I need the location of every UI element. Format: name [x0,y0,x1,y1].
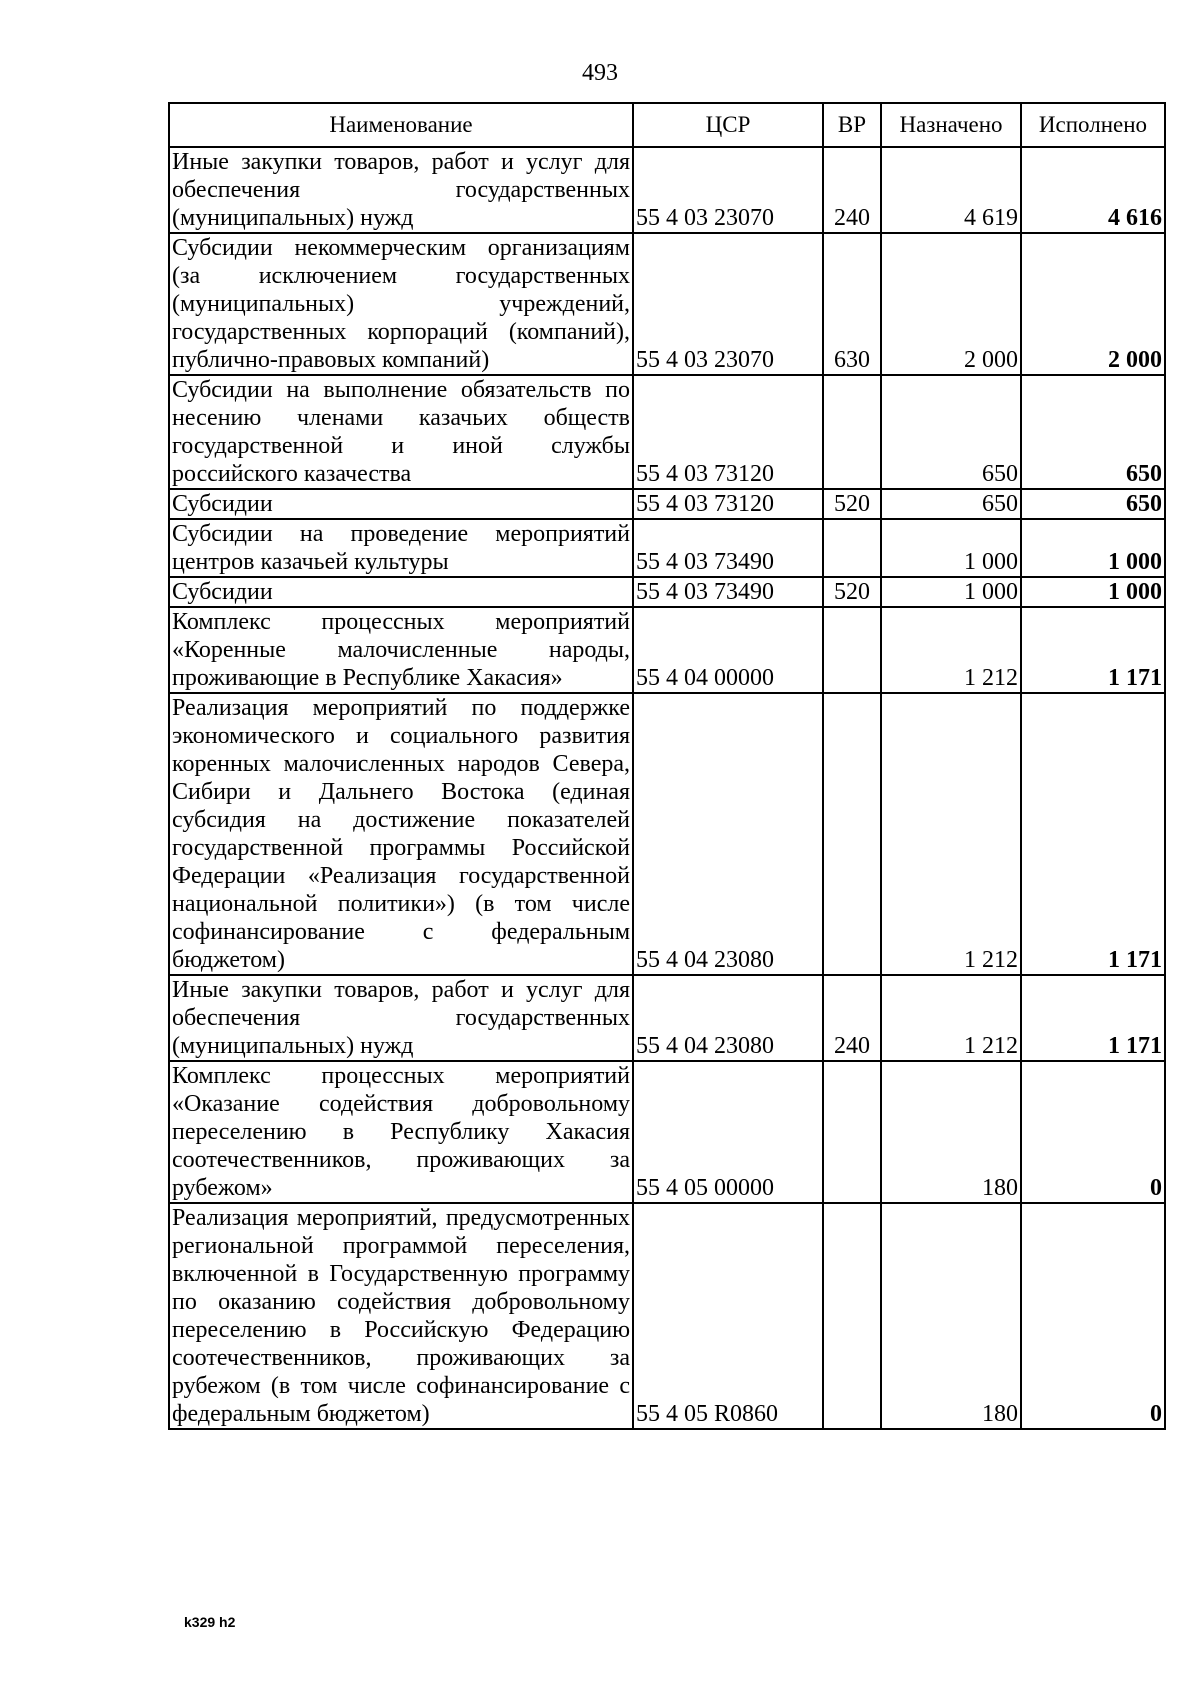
cell-vr [823,375,881,489]
table-body [169,147,1165,1429]
cell-assigned: 180 [881,1061,1021,1203]
cell-name: Субсидии на проведение мероприятий центров казачьей культуры [169,519,633,577]
table-row [169,147,1165,233]
cell-csr: 55 4 03 73490 [633,577,823,607]
cell-assigned: 1 000 [881,519,1021,577]
cell-assigned: 650 [881,375,1021,489]
cell-assigned: 180 [881,1203,1021,1429]
cell-csr: 55 4 05 R0860 [633,1203,823,1429]
page-number: 493 [582,60,618,86]
table-row [169,1061,1165,1203]
cell-assigned: 4 619 [881,147,1021,233]
table-row [169,975,1165,1061]
cell-vr: 240 [823,147,881,233]
cell-executed: 1 000 [1021,577,1165,607]
cell-name: Комплекс процессных мероприятий «Коренные малочисленные народы, проживающие в Республике Хакасия» [169,607,633,693]
cell-csr: 55 4 03 73120 [633,489,823,519]
table-row [169,375,1165,489]
cell-vr [823,693,881,975]
cell-name: Реализация мероприятий, предусмотренных региональной программой переселения, включенной в Государственную программу по оказанию содействия добровольному переселению в Российскую Федерацию соотечественников, проживающих за рубежом (в том числе софинансирование с федеральным бюджетом) [169,1203,633,1429]
cell-executed: 650 [1021,489,1165,519]
cell-vr: 520 [823,489,881,519]
cell-name: Иные закупки товаров, работ и услуг для обеспечения государственных (муниципальных) нужд [169,975,633,1061]
header-row [169,103,1165,147]
cell-vr: 240 [823,975,881,1061]
cell-vr [823,607,881,693]
cell-name: Комплекс процессных мероприятий «Оказание содействия добровольному переселению в Республику Хакасия соотечественников, проживающих за рубежом» [169,1061,633,1203]
cell-vr [823,1061,881,1203]
cell-assigned: 1 212 [881,607,1021,693]
header-name: Наименование [169,103,633,147]
table-row [169,233,1165,375]
cell-vr [823,519,881,577]
cell-name: Субсидии некоммерческим организациям (за исключением государственных (муниципальных) учреждений, государственных корпораций (компаний), публично-правовых компаний) [169,233,633,375]
table-header [169,103,1165,147]
cell-assigned: 1 212 [881,693,1021,975]
cell-executed: 4 616 [1021,147,1165,233]
cell-csr: 55 4 03 23070 [633,233,823,375]
cell-csr: 55 4 03 23070 [633,147,823,233]
cell-name: Субсидии [169,489,633,519]
cell-vr: 520 [823,577,881,607]
cell-name: Реализация мероприятий по поддержке экономического и социального развития коренных малочисленных народов Севера, Сибири и Дальнего Востока (единая субсидия на достижение показателей государственной программы Российской Федерации «Реализация государственной национальной политики») (в том числе софинансирование с федеральным бюджетом) [169,693,633,975]
table-row [169,577,1165,607]
cell-csr: 55 4 04 23080 [633,975,823,1061]
header-assigned: Назначено [881,103,1021,147]
cell-assigned: 650 [881,489,1021,519]
table-row [169,693,1165,975]
header-vr: ВР [823,103,881,147]
cell-csr: 55 4 03 73120 [633,375,823,489]
footer-code: k329 h2 [184,1614,236,1630]
cell-executed: 2 000 [1021,233,1165,375]
cell-csr: 55 4 04 23080 [633,693,823,975]
header-executed: Исполнено [1021,103,1165,147]
cell-executed: 1 171 [1021,693,1165,975]
cell-executed: 1 000 [1021,519,1165,577]
cell-assigned: 2 000 [881,233,1021,375]
cell-vr [823,1203,881,1429]
header-csr: ЦСР [633,103,823,147]
cell-name: Иные закупки товаров, работ и услуг для обеспечения государственных (муниципальных) нужд [169,147,633,233]
cell-executed: 0 [1021,1061,1165,1203]
cell-assigned: 1 212 [881,975,1021,1061]
table-row [169,607,1165,693]
cell-name: Субсидии на выполнение обязательств по несению членами казачьих обществ государственной и иной службы российского казачества [169,375,633,489]
cell-csr: 55 4 05 00000 [633,1061,823,1203]
table-row [169,489,1165,519]
cell-executed: 650 [1021,375,1165,489]
cell-csr: 55 4 04 00000 [633,607,823,693]
cell-executed: 0 [1021,1203,1165,1429]
cell-csr: 55 4 03 73490 [633,519,823,577]
table-row [169,519,1165,577]
cell-vr: 630 [823,233,881,375]
cell-executed: 1 171 [1021,975,1165,1061]
table-row [169,1203,1165,1429]
cell-name: Субсидии [169,577,633,607]
cell-assigned: 1 000 [881,577,1021,607]
cell-executed: 1 171 [1021,607,1165,693]
budget-table [168,102,1166,1430]
